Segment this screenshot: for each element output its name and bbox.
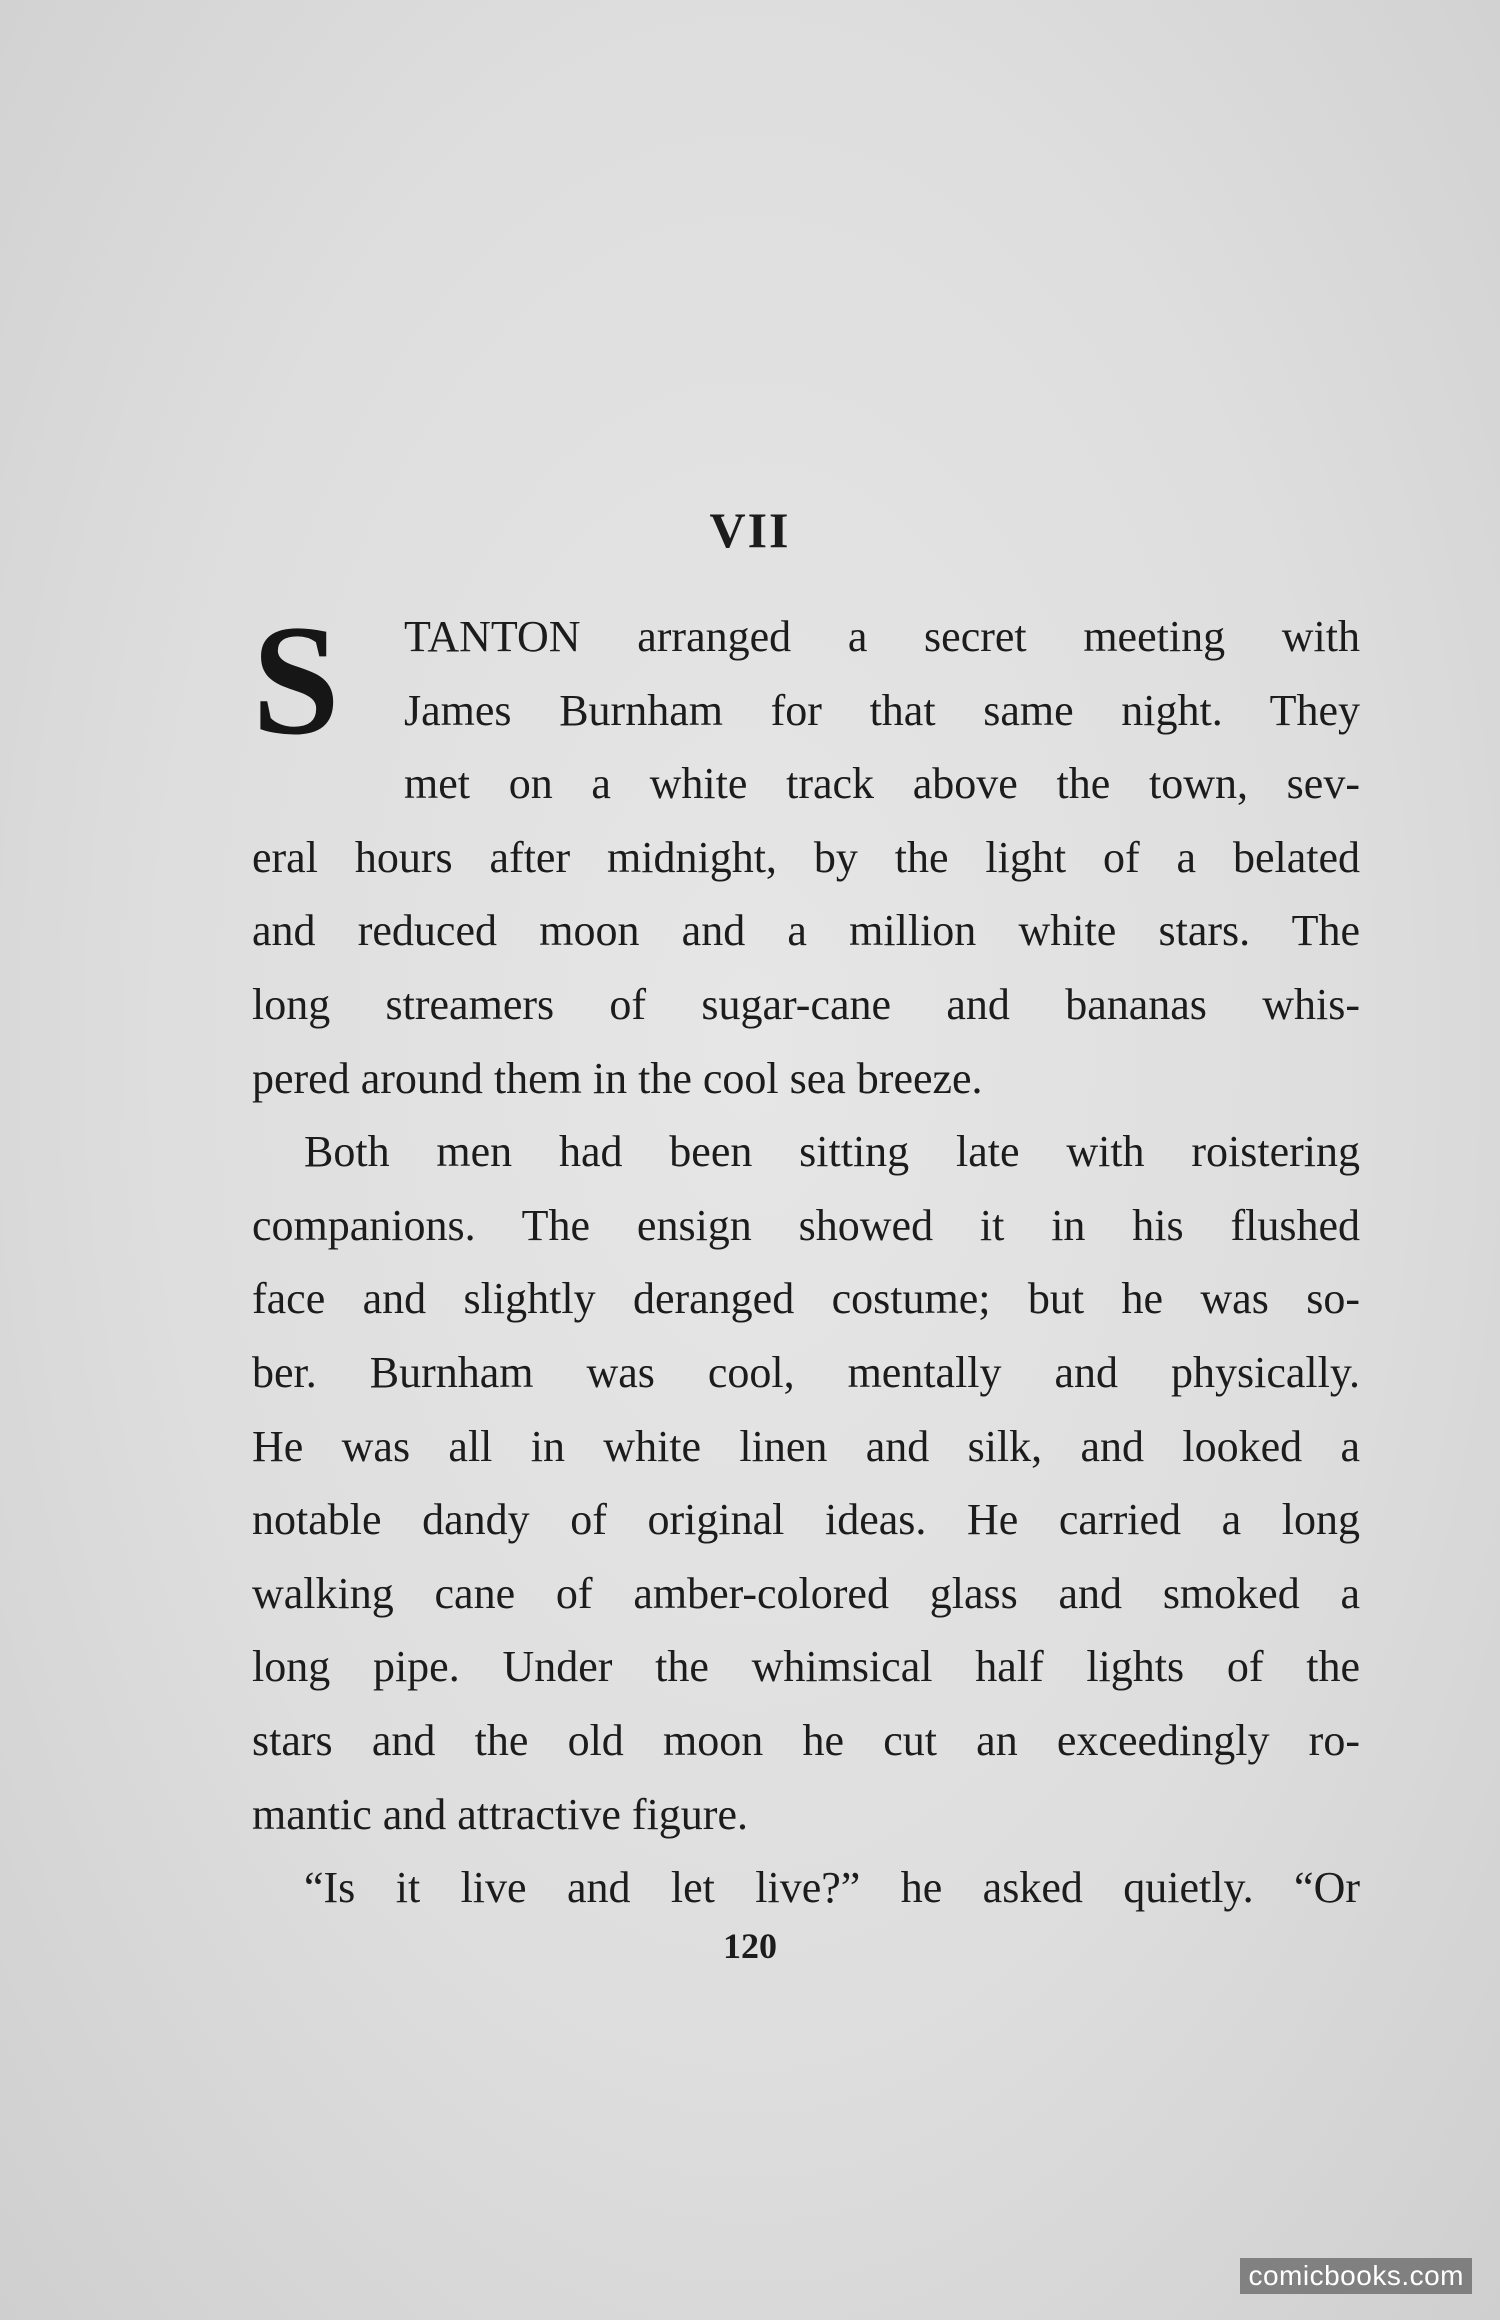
text-line: ber. Burnham was cool, mentally and physically.	[252, 1347, 1360, 1397]
text-line: notable dandy of original ideas. He carried a long	[252, 1495, 1360, 1545]
text-line: James Burnham for that same night. They	[404, 685, 1360, 735]
paragraph-2	[252, 1115, 1360, 1851]
text-line: stars and the old moon he cut an exceedingly ro-	[252, 1715, 1360, 1765]
text-line: Both men had been sitting late with roistering	[304, 1127, 1360, 1177]
text-line: met on a white track above the town, sev-	[404, 759, 1360, 809]
page-number: 120	[723, 1926, 777, 1966]
text-line: and reduced moon and a million white stars. The	[252, 906, 1360, 956]
text-line: pered around them in the cool sea breeze.	[252, 1053, 983, 1103]
text-line: TANTON arranged a secret meeting with	[404, 612, 1360, 661]
text-line: face and slightly deranged costume; but he was so-	[252, 1274, 1360, 1324]
text-line: He was all in white linen and silk, and looked a	[252, 1421, 1360, 1471]
text-line: companions. The ensign showed it in his flushed	[252, 1200, 1360, 1250]
text-line: long pipe. Under the whimsical half lights of the	[252, 1642, 1360, 1692]
text-line: walking cane of amber-colored glass and smoked a	[252, 1568, 1360, 1618]
body-text	[252, 593, 1360, 1925]
text-line: eral hours after midnight, by the light of a belated	[252, 832, 1360, 882]
drop-cap: S	[252, 593, 340, 768]
chapter-heading: VII	[709, 502, 791, 558]
watermark: comicbooks.com	[1240, 2258, 1472, 2294]
text-line: long streamers of sugar-cane and bananas whis-	[252, 979, 1360, 1029]
text-line: “Is it live and let live?” he asked quietly. “Or	[304, 1863, 1360, 1913]
paragraph-3	[252, 1851, 1360, 1925]
paragraph-1	[252, 593, 1360, 1115]
text-line: mantic and attractive figure.	[252, 1789, 748, 1839]
